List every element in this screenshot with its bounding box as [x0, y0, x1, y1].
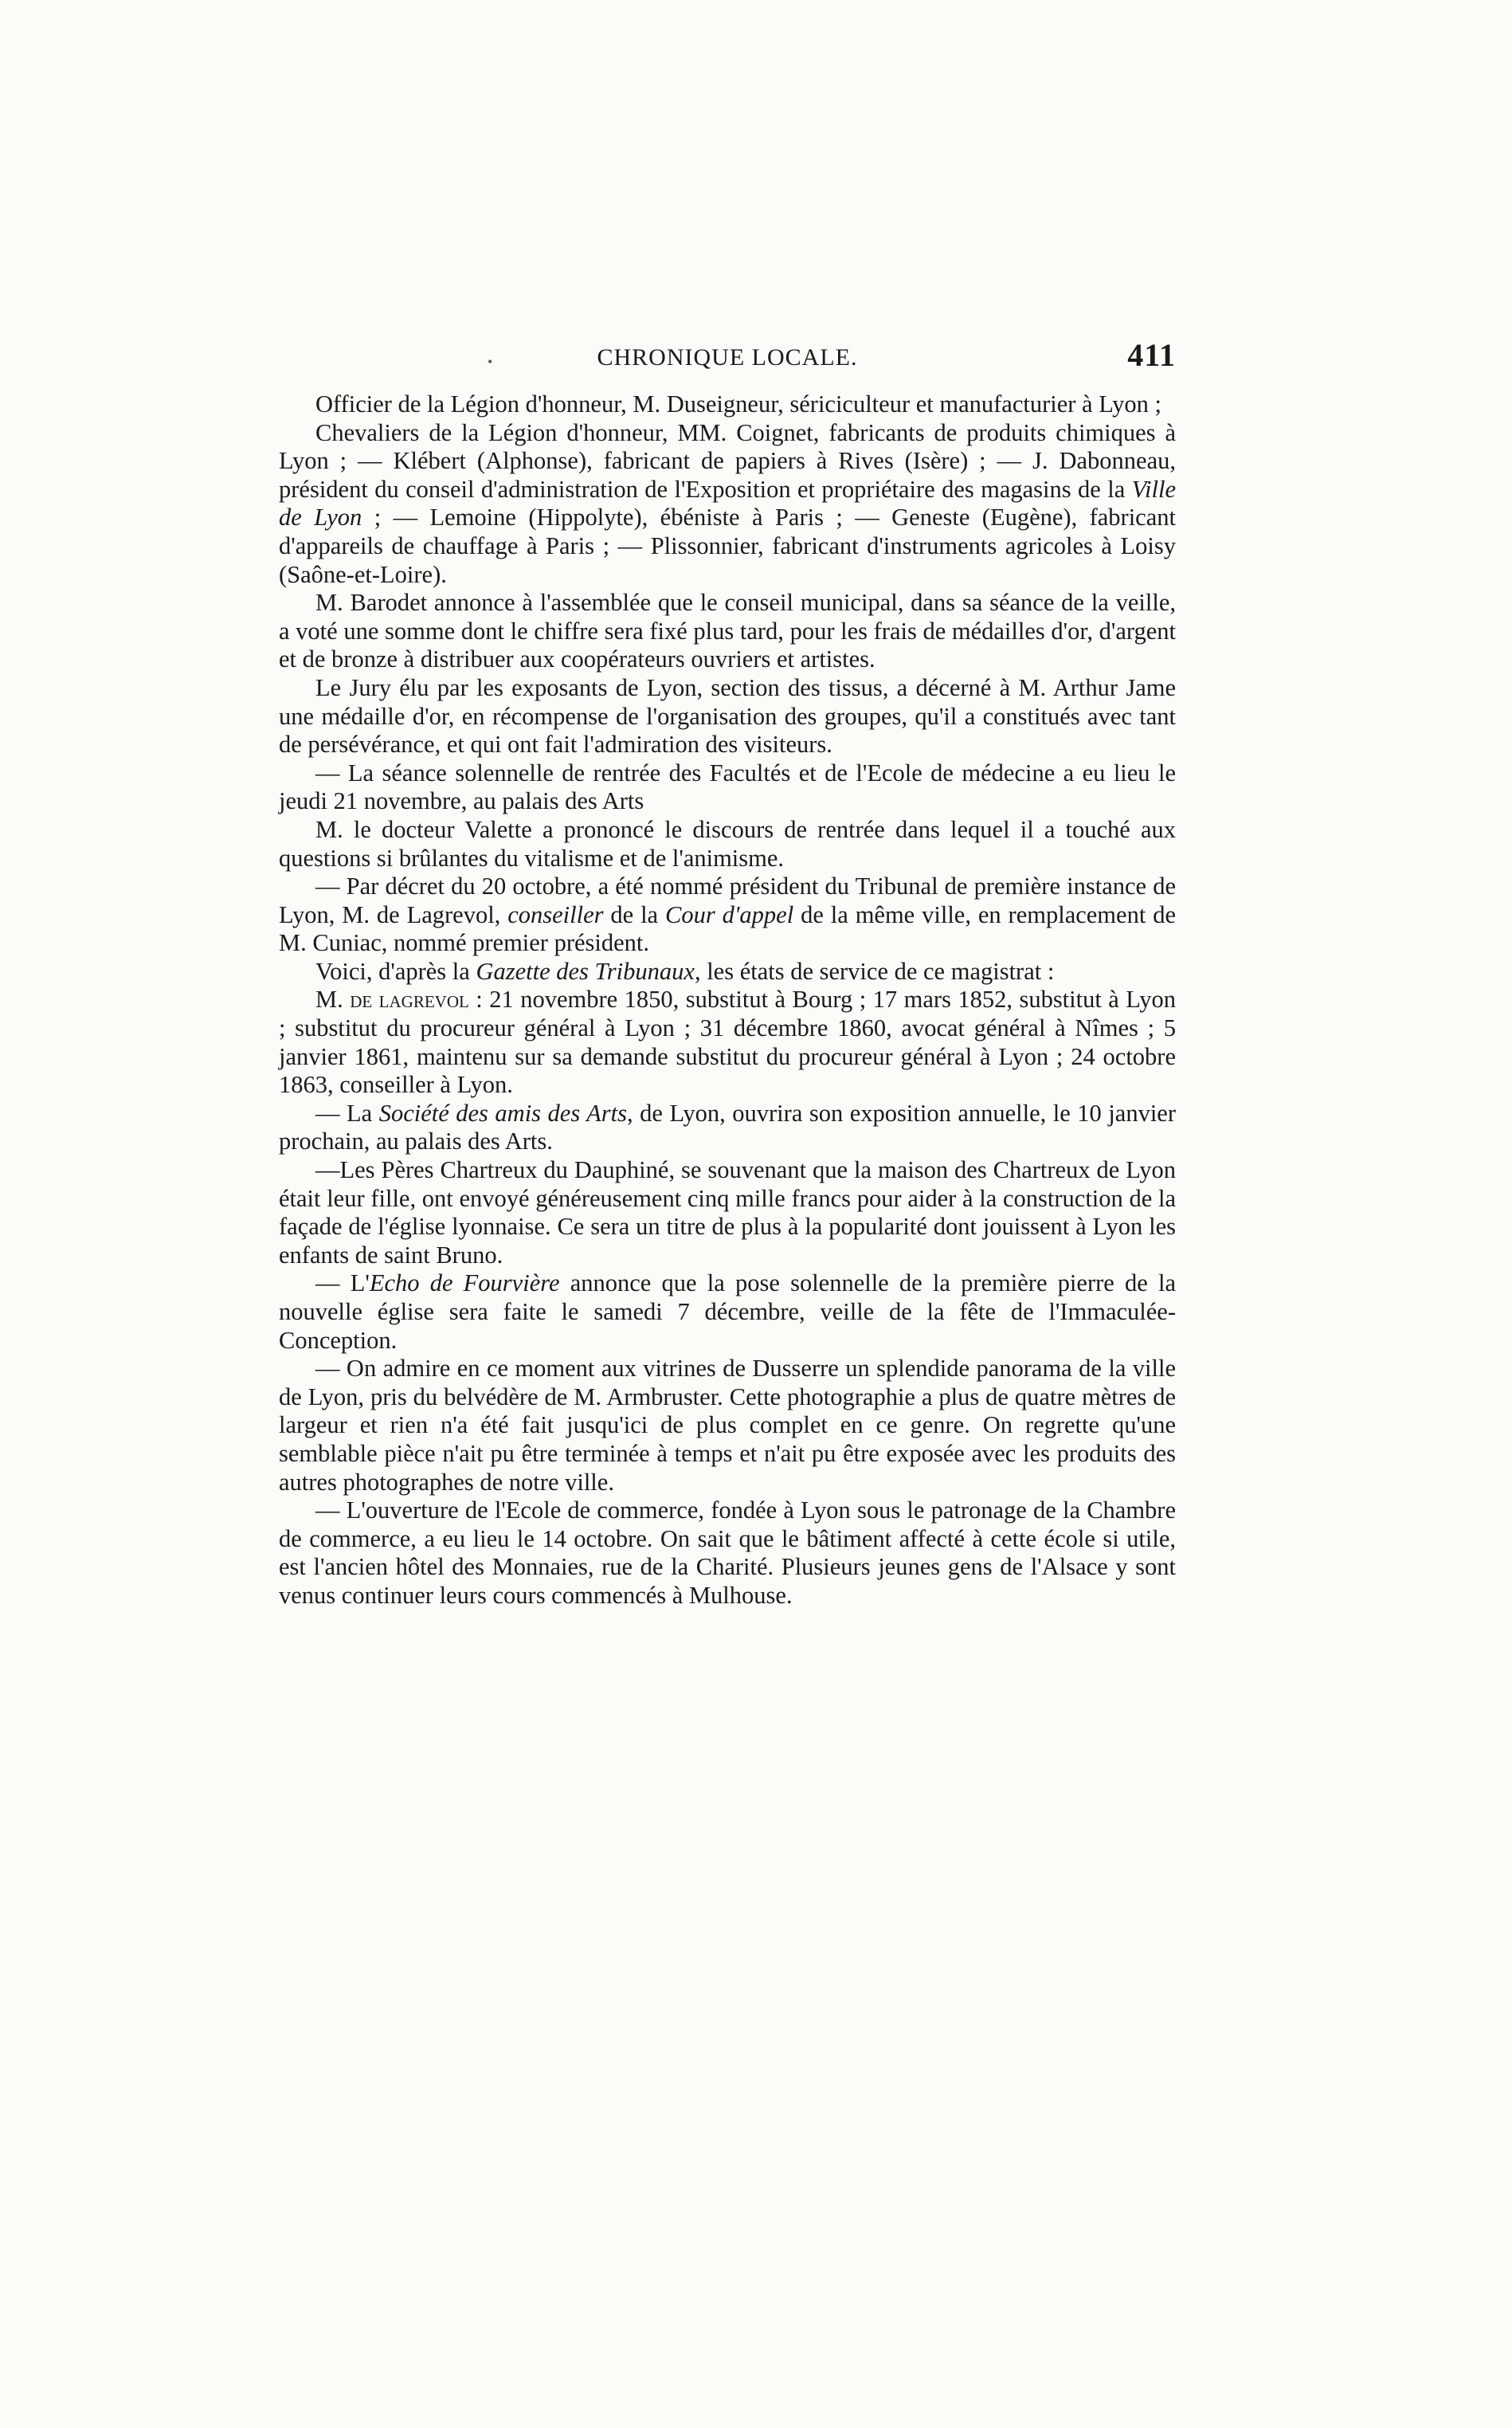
text-run: — L'ouverture de l'Ecole de commerce, fondée à Lyon sous le patronage de la Chambre de commerce, a eu lieu le 14 octobre. On sait que le bâtiment affecté à cette école si utile, est l'ancien hôtel des Monnaies, rue de la Charité. Plusieurs jeunes gens de l'Alsace y sont venus continuer leurs cours commencés à Mulhouse. [279, 1496, 1176, 1609]
text-run: — La [315, 1099, 379, 1127]
text-run: ; — Lemoine (Hippolyte), ébéniste à Paris ; — Geneste (Eugène), fabricant d'appareils de chauffage à Paris ; — Plissonnier, fabricant d'instruments agricoles à Loisy (Saône-et-Loire). [279, 504, 1176, 588]
paragraph [279, 958, 1176, 986]
text-run: de la [603, 900, 666, 928]
text-run: M. [315, 986, 351, 1014]
paragraph [279, 589, 1176, 674]
text-run: M. Barodet annonce à l'assemblée que le conseil municipal, dans sa séance de la veille, a voté une somme dont le chiffre sera fixé plus tard, pour les frais de médailles d'or, d'argent et de bronze à distribuer aux coopérateurs ouvriers et artistes. [279, 589, 1176, 673]
italic-text: Société des amis des Arts [378, 1099, 628, 1127]
paragraph [279, 1496, 1176, 1610]
paragraph [279, 674, 1176, 759]
text-run: , de Lyon, ouvrira son exposition annuelle, le 10 janvier prochain, au palais des Arts. [279, 1099, 1176, 1155]
italic-text: Echo de Fourvière [369, 1269, 560, 1297]
paragraph [279, 419, 1176, 590]
paragraph [279, 759, 1176, 816]
running-head-title: CHRONIQUE LOCALE. [597, 344, 858, 371]
text-run: — On admire en ce moment aux vitrines de Dusserre un splendide panorama de la ville de Lyon, pris du belvédère de M. Armbruster. Cette photographie a plus de quatre mètres de largeur et rien n'a été fait jusqu'ici de plus complet en ce genre. On regrette qu'une semblable pièce n'ait pu être terminée à temps et n'ait pu être exposée avec les produits des autres photographes de notre ville. [279, 1355, 1176, 1496]
paragraph [279, 986, 1176, 1099]
text-run: Voici, d'après la [315, 957, 476, 985]
paragraph [279, 816, 1176, 873]
paragraph [279, 1156, 1176, 1269]
italic-text: Cour d'appel [665, 900, 794, 928]
text-run: , les états de service de ce magistrat : [694, 957, 1055, 985]
text-run: —Les Pères Chartreux du Dauphiné, se souvenant que la maison des Chartreux de Lyon était leur fille, ont envoyé généreusement cinq mille francs pour aider à la construction de la façade de l'église lyonnaise. Ce sera un titre de plus à la popularité dont jouissent à Lyon les enfants de saint Bruno. [279, 1156, 1176, 1269]
italic-text: Ville de Lyon [279, 475, 1176, 531]
text-run: — L' [315, 1269, 370, 1297]
ink-speck: • [488, 354, 494, 370]
text-run: M. le docteur Valette a prononcé le discours de rentrée dans lequel il a touché aux questions si brûlantes du vitalisme et de l'animisme. [279, 815, 1176, 872]
paragraph [279, 873, 1176, 958]
small-caps-name: de lagrevol [350, 986, 469, 1014]
running-head [279, 336, 1176, 376]
paragraph [279, 1269, 1176, 1355]
paragraph [279, 1100, 1176, 1156]
text-run: Officier de la Légion d'honneur, M. Duseigneur, sériciculteur et manufacturier à Lyon ; [315, 390, 1161, 418]
paragraph [279, 390, 1176, 419]
italic-text: Gazette des Tribunaux [476, 957, 695, 985]
text-run: — Par décret du 20 octobre, a été nommé président du Tribunal de première instance de Lyon, M. de Lagrevol, [279, 873, 1176, 928]
text-run: Le Jury élu par les exposants de Lyon, section des tissus, a décerné à M. Arthur Jame une médaille d'or, en récompense de l'organisation des groupes, qu'il a constitués avec tant de persévérance, et qui ont fait l'admiration des visiteurs. [279, 673, 1176, 759]
text-run: — La séance solennelle de rentrée des Facultés et de l'Ecole de médecine a eu lieu le jeudi 21 novembre, au palais des Arts [279, 759, 1176, 815]
page-number: 411 [1127, 337, 1176, 373]
text-run: de la même ville, en remplacement de M. Cuniac, nommé premier président. [279, 900, 1176, 957]
body-text [279, 390, 1176, 1610]
text-run: annonce que la pose solennelle de la première pierre de la nouvelle église sera faite le samedi 7 décembre, veille de la fête de l'Immaculée-Conception. [279, 1269, 1176, 1354]
paragraph [279, 1355, 1176, 1496]
text-run: : 21 novembre 1850, substitut à Bourg ; 17 mars 1852, substitut à Lyon ; substitut du procureur général à Lyon ; 31 décembre 1860, avocat général à Nîmes ; 5 janvier 1861, maintenu sur sa demande substitut du procureur général à Lyon ; 24 octobre 1863, conseiller à Lyon. [279, 986, 1176, 1099]
italic-text: conseiller [507, 900, 604, 928]
text-run: Chevaliers de la Légion d'honneur, MM. Coignet, fabricants de produits chimiques à Lyon ; — Klébert (Alphonse), fabricant de papiers à Rives (Isère) ; — J. Dabonneau, président du conseil d'administration de l'Exposition et propriétaire des magasins de la [279, 418, 1176, 503]
